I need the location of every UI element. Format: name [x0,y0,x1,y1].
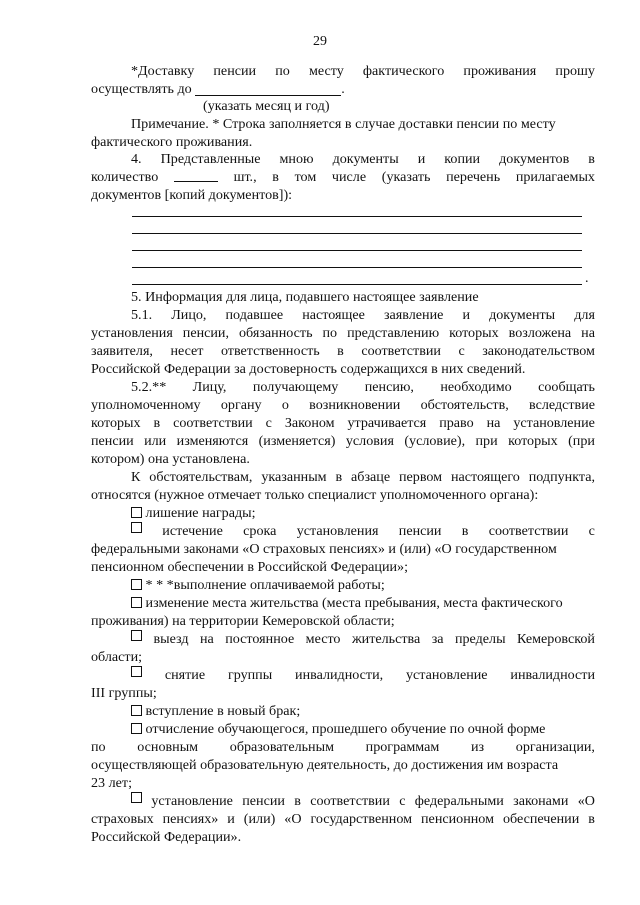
option-expulsion-line-4: 23 лет; [91,775,132,791]
p52-line-2 [91,396,595,414]
word: пенсии [242,793,285,809]
p52-line-4 [91,432,595,450]
option-disability-line-2: III группы; [91,685,157,701]
word: первом [398,469,443,485]
word: основным [137,739,199,755]
word: организации, [515,739,595,755]
word: инвалидности [510,667,595,683]
option-term-expiry-line-3: пенсионном обеспечении в Российской Федерации»; [91,559,409,575]
section-5-heading: 5. Информация для лица, подавшего настоящее заявление [131,289,479,305]
word: Представленные [160,151,261,167]
word: установление [151,793,233,809]
word: за [431,631,444,647]
option-label: отчисление обучающегося, прошедшего обучение по очной форме [145,721,546,737]
word: Лицу, [192,379,227,395]
option-pension-establishment-line-3: Российской Федерации». [91,829,242,845]
word: страховых [91,811,154,827]
word: федеральными [414,793,504,809]
word: мною [279,151,314,167]
word: на [581,325,595,341]
word: в [337,343,344,359]
p51-line-4: Российской Федерации за достоверность содержащихся в них сведений. [91,361,526,377]
word: возникновении [309,397,401,413]
option-label: изменение места жительства (места пребывания, места фактического [145,595,563,611]
word: по [91,739,106,755]
docs-line-1 [131,150,595,168]
word: копии [444,151,481,167]
word: из [470,739,485,755]
word: с [588,523,595,539]
word: заявление [383,307,444,323]
option-paid-work [131,576,385,594]
option-marriage [131,702,300,720]
word: при [475,433,498,449]
word: пенсионном [421,811,494,827]
word: соответствии [173,415,253,431]
word: 4. [131,151,142,167]
word: (изменяется) [258,433,336,449]
word: вследствие [529,397,595,413]
option-pension-establishment-line-2 [91,810,595,828]
word: (указать [381,169,431,185]
word: право [439,415,474,431]
word: программам [365,739,440,755]
word: документы [332,151,399,167]
word: пределы [454,631,506,647]
option-label: вступление в новый брак; [145,703,301,719]
word: получающему [252,379,339,395]
p51-line-2 [91,324,595,342]
word: с [399,793,406,809]
word: установление [513,415,595,431]
word: фактического [362,63,445,79]
word: (условие), [404,433,466,449]
word: в [272,169,279,185]
word: проживания [463,63,537,79]
word: жительства [351,631,421,647]
word: изменяются [176,433,249,449]
word: выезд [153,631,189,647]
docs-list-line[interactable] [132,284,582,285]
checkbox[interactable] [131,705,142,716]
option-expulsion-line-3: осуществляющей образовательную деятельность, до достижения им возраста [91,757,559,773]
word: том [294,169,317,185]
word: пенсии [398,523,442,539]
word: в [153,415,161,431]
docs-list-line[interactable] [132,250,582,251]
word: пенсии, [182,325,230,341]
word: законами [513,793,569,809]
word: инвалидности, [295,667,384,683]
docs-list-line[interactable] [132,267,582,268]
word: в [588,151,595,167]
word: Кемеровской [517,631,595,647]
p52-line-3 [91,414,595,432]
word: место [305,631,341,647]
word: и [417,151,426,167]
word: установление [405,667,488,683]
p52-line-5: котором) она установлена. [91,451,250,467]
option-term-expiry-line-1 [131,522,595,540]
word: о [281,397,289,413]
checkbox[interactable] [131,666,142,677]
word: Лицо, [171,307,207,323]
option-pension-establishment-line-1 [131,792,595,810]
circ-line-1 [131,468,595,486]
checkbox[interactable] [131,579,142,590]
delivery-label: осуществлять до [91,81,192,97]
word: которых [91,415,141,431]
word: документы [489,307,556,323]
option-expulsion-line-1 [131,720,545,738]
word: и [462,307,470,323]
docs-list-line[interactable] [132,216,582,217]
option-residence-change-line-2: проживания) на территории Кемеровской области; [91,613,395,629]
word: обязанность [239,325,313,341]
word: с [458,343,465,359]
word: Законом [284,415,335,431]
word: необходимо [440,379,512,395]
word: перечень [446,169,501,185]
docs-count-field[interactable] [174,168,218,182]
word: настоящего [450,469,520,485]
word: для [574,307,595,323]
word: срока [243,523,277,539]
checkbox[interactable] [131,630,142,641]
word: условия [345,433,394,449]
checkbox[interactable] [131,792,142,803]
note-line-1: Примечание. * Строка заполняется в случае доставки пенсии по месту [131,116,556,132]
delivery-date-field[interactable] [195,82,341,96]
period: . [341,81,345,97]
docs-list-end: . [585,270,589,286]
word: законодательством [482,343,595,359]
word: по [275,63,290,79]
word: по [322,325,338,341]
word: соответствии [310,793,390,809]
word: прошу [555,63,595,79]
word: абзаце [351,469,391,485]
circ-line-2: относятся (нужное отмечает только специалист уполномоченного органа): [91,487,539,503]
word: с [265,415,272,431]
word: обеспечении [502,811,580,827]
word: уполномоченному [91,397,201,413]
word: прилагаемых [515,169,595,185]
word: указанным [261,469,327,485]
checkbox[interactable] [131,522,142,533]
word: несет [170,343,204,359]
option-term-expiry-line-2: федеральными законами «О страховых пенсиях» и (или) «О государственном [91,541,557,557]
docs-line-2 [91,168,595,186]
word: шт., [233,169,257,185]
checkbox[interactable] [131,507,142,518]
word: соответствии [361,343,441,359]
word: пенсиях» [162,811,219,827]
word: утрачивается [347,415,427,431]
word: в [588,811,595,827]
word: возложена [508,325,572,341]
word: в [294,793,301,809]
word: обстоятельств, [420,397,509,413]
word: количество [91,169,159,185]
docs-list-line[interactable] [132,233,582,234]
p52-line-1 [131,378,595,396]
option-label: лишение награды; [145,505,256,521]
word: (или) [243,811,276,827]
word: К [131,469,141,485]
word: сообщать [538,379,595,395]
delivery-line-2 [91,80,345,98]
word: или [144,433,167,449]
word: и [227,811,235,827]
word: пенсии [91,433,134,449]
option-disability-line-1 [131,666,595,684]
word: представлению [347,325,440,341]
word: на [199,631,214,647]
word: органу [220,397,262,413]
word: обстоятельствам, [149,469,253,485]
checkbox[interactable] [131,723,142,734]
word: на [486,415,501,431]
word: пенсию, [364,379,414,395]
word: которых [449,325,499,341]
option-label: * * *выполнение оплачиваемой работы; [145,577,385,593]
checkbox[interactable] [131,597,142,608]
option-departure-line-1 [131,630,595,648]
word: настоящее [302,307,365,323]
word: 5.2.** [131,379,167,395]
note-line-2: фактического проживания. [91,134,253,150]
docs-line-3: документов [копий документов]): [91,187,293,203]
word: которых [508,433,558,449]
delivery-hint: (указать месяц и год) [203,98,330,114]
word: ответственность [220,343,320,359]
word: государственном [310,811,413,827]
word: «О [284,811,302,827]
word: «О [577,793,595,809]
p51-line-1 [131,306,595,324]
p51-line-3 [91,342,595,360]
option-award-loss [131,504,256,522]
word: постоянное [225,631,295,647]
page-number: 29 [313,34,327,49]
word: установления [296,523,379,539]
option-residence-change-line-1 [131,594,563,612]
option-expulsion-line-2 [91,738,595,756]
word: в [335,469,343,485]
word: 5.1. [131,307,153,323]
word: группы [227,667,273,683]
word: документов [499,151,570,167]
word: (при [568,433,595,449]
word: подпункта, [528,469,595,485]
word: числе [331,169,367,185]
word: образовательным [229,739,334,755]
word: соответствии [488,523,569,539]
word: в [461,523,469,539]
word: установления [91,325,173,341]
word: истечение [162,523,223,539]
word: подавшее [225,307,284,323]
word: месту [308,63,344,79]
word: пенсии [213,63,257,79]
delivery-line-1 [131,62,595,80]
word: *Доставку [131,63,195,79]
word: заявителя, [91,343,153,359]
word: снятие [164,667,206,683]
option-departure-line-2: области; [91,649,143,665]
